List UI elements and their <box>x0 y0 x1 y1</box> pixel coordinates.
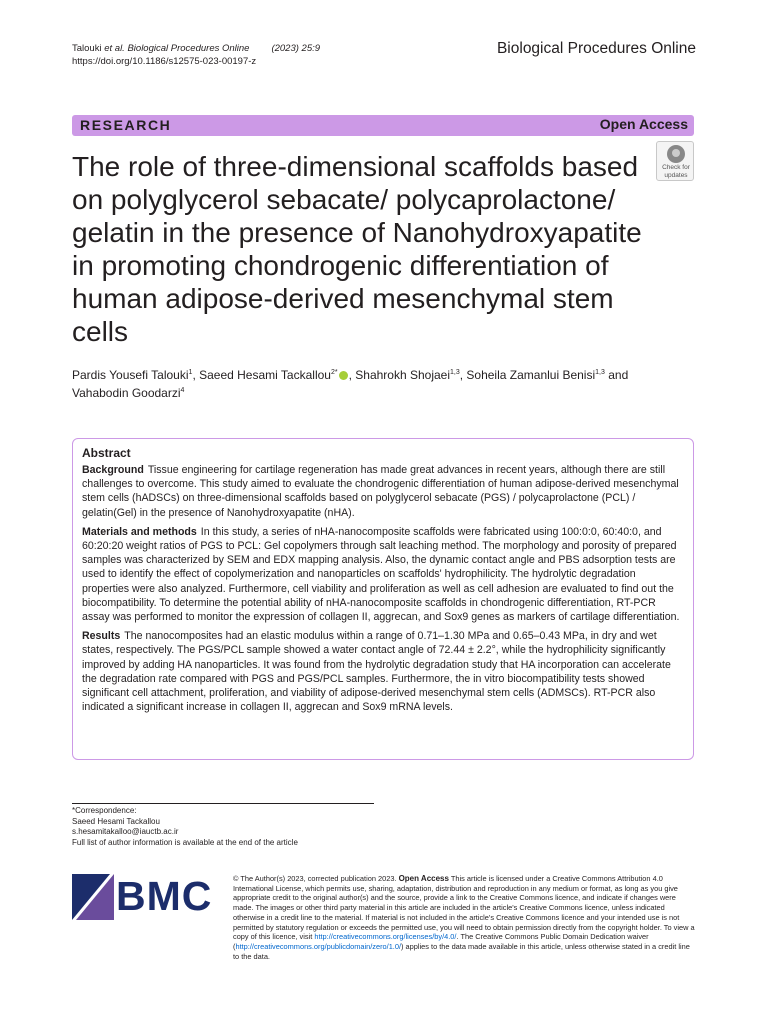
abstract-background <box>82 463 684 520</box>
citation-etal: et al. <box>104 43 125 54</box>
check-updates-line1: Check for <box>662 164 690 171</box>
check-for-updates-icon <box>667 145 685 163</box>
footnote-divider <box>72 803 374 804</box>
results-label: Results <box>82 630 121 643</box>
citation-year: (2023) 25:9 <box>271 43 321 54</box>
author-name[interactable]: Shahrokh Shojaei <box>355 368 450 382</box>
author-name[interactable]: Pardis Yousefi Talouki <box>72 368 189 382</box>
correspondence-email[interactable]: s.hesamitakalloo@iauctb.ac.ir <box>72 827 179 836</box>
check-for-updates-button[interactable] <box>656 141 694 181</box>
author-name[interactable]: Soheila Zamanlui Benisi <box>466 368 596 382</box>
open-access-label: Open Access <box>599 116 688 132</box>
background-label: Background <box>82 464 144 476</box>
bmc-logo-text: BMC <box>116 873 213 919</box>
copyright-prefix: © The Author(s) 2023, corrected publication 2023. <box>233 874 397 883</box>
doi-link[interactable]: https://doi.org/10.1186/s12575-023-00197-z <box>72 56 257 67</box>
author-info-note: Full list of author information is available at the end of the article <box>72 837 298 847</box>
methods-text: In this study, a series of nHA-nanocomposite scaffolds were fabricated using 100:0:0, 60:40:0, and 60:20:20 weight ratios of PGS to PCL: Gel copolymers through salt leaching method. The morphology and porosity of prepared samples was characterized by SEM and EDX mapping analysis. Also, the dynamic contact angle and PBS adsorption tests are used to identify the effect of copolymerization and nanoparticles on scaffolds' hydrophilicity. The hydrolytic degradation properties were also analyzed. Furthermore, cell viability and proliferation as well as cell adhesion are evaluated to find out the biocompatibility. To determine the potential ability of nHA-nanocomposite scaffolds in chondrogenic differentiation, RT-PCR assay was performed to monitor the expression of collagen II, aggrecan, and Sox9 genes as markers of cartilage differentiation. <box>82 525 680 624</box>
correspondence-name: Saeed Hesami Tackallou <box>72 816 160 826</box>
abstract-methods <box>82 525 684 624</box>
author-affiliation: 1,3 <box>450 369 460 376</box>
author-affiliation: 4 <box>180 387 185 394</box>
license-text <box>233 874 695 961</box>
article-title: The role of three-dimensional scaffolds based on polyglycerol sebacate/ polycaprolactone/ gelatin in the presence of Nanohydroxyapatite in promoting chondrogenic differentiation of human adipose-derived mesenchymal stem cells <box>72 151 642 347</box>
author-affiliation: 2* <box>330 369 338 376</box>
cc-zero-link[interactable]: http://creativecommons.org/publicdomain/zero/1.0/ <box>235 941 402 951</box>
author-name[interactable]: Saeed Hesami Tackallou <box>199 368 331 382</box>
abstract-results <box>82 629 684 714</box>
article-type-banner <box>72 115 694 136</box>
author-name[interactable]: Vahabodin Goodarzi <box>72 386 181 400</box>
cc-by-link[interactable]: http://creativecommons.org/licenses/by/4.0/ <box>314 932 457 942</box>
abstract-heading: Abstract <box>82 446 131 460</box>
abstract-box <box>72 438 694 760</box>
license-open-access: Open Access <box>398 874 449 883</box>
background-text: Tissue engineering for cartilage regeneration has made great advances in recent years, although there are still challenges to overcome. This study aimed to evaluate the chondrogenic differentiation of human adipose-derived mesenchymal stem cells (hADSCs) on three-dimensional scaffolds based on polyglycerol sebacate (PGS) / polycaprolactone (PCL) / gelatin(Gel) in the presence of Nanohydroxyapatite (nHA). <box>82 464 679 519</box>
author-list: Pardis Yousefi Talouki$^1$, Saeed Hesami Tackallou$^{2*}$ , Shahrokh Shojaei$^{1,3}$, Soheila Zamanlui Benisi$^{1,3}$ and Vahabodin Goodarzi$^4$ <box>72 368 629 400</box>
author-affiliation: 1,3 <box>595 369 605 376</box>
orcid-icon[interactable] <box>339 371 348 380</box>
journal-name: Biological Procedures Online <box>496 40 696 57</box>
author-affiliation: 1 <box>188 369 193 376</box>
license-body-3: ) applies to the data made available in this article, unless otherwise stated in a credit line to the data. <box>233 941 690 961</box>
license-body: This article is licensed under a Creative Commons Attribution 4.0 International License, which permits use, sharing, adaptation, distribution and reproduction in any medium or format, as long as you give appropriate credit to the original author(s) and the source, provide a link to the Creative Commons licence, and indicate if changes were made. The images or other third party material in this article are included in the article's Creative Commons licence, unless indicated otherwise in a credit line to the material. If material is not included in the article's Creative Commons licence and your intended use is not permitted by statutory regulation or exceeds the permitted use, you will need to obtain permission directly from the copyright holder. To view a copy of this licence, visit <box>233 874 695 942</box>
correspondence-block <box>72 806 298 848</box>
methods-label: Materials and methods <box>82 525 197 538</box>
citation-authors: Talouki <box>72 43 105 54</box>
article-type-label: RESEARCH <box>80 117 172 133</box>
results-text: The nanocomposites had an elastic modulus within a range of 0.71–1.30 MPa and 0.65–0.43 MPa, in dry and wet states, respectively. The PGS/PCL sample showed a water contact angle of 72.44 ± 2.2°, while the hydrophilicity significantly improved by adding HA nanoparticles. It was found from the hydrolytic degradation study that HA incorporation can accelerate the degradation rate compared with PGS and PGS/PCL samples. Furthermore, the in vitro biocompatibility tests showed significant cell attachment, proliferation, and viability of adipose-derived mesenchymal stem cells (ADMSCs). RT-PCR also indicated a significant increase in collagen II, aggrecan and Sox9 mRNA levels. <box>82 630 671 714</box>
check-updates-line2: updates <box>664 171 688 179</box>
correspondence-label: *Correspondence: <box>72 806 137 815</box>
citation-journal: Biological Procedures Online <box>124 43 250 54</box>
license-body-2: . The Creative Commons Public Domain Dedication waiver ( <box>233 932 649 951</box>
running-header-citation <box>72 42 320 68</box>
